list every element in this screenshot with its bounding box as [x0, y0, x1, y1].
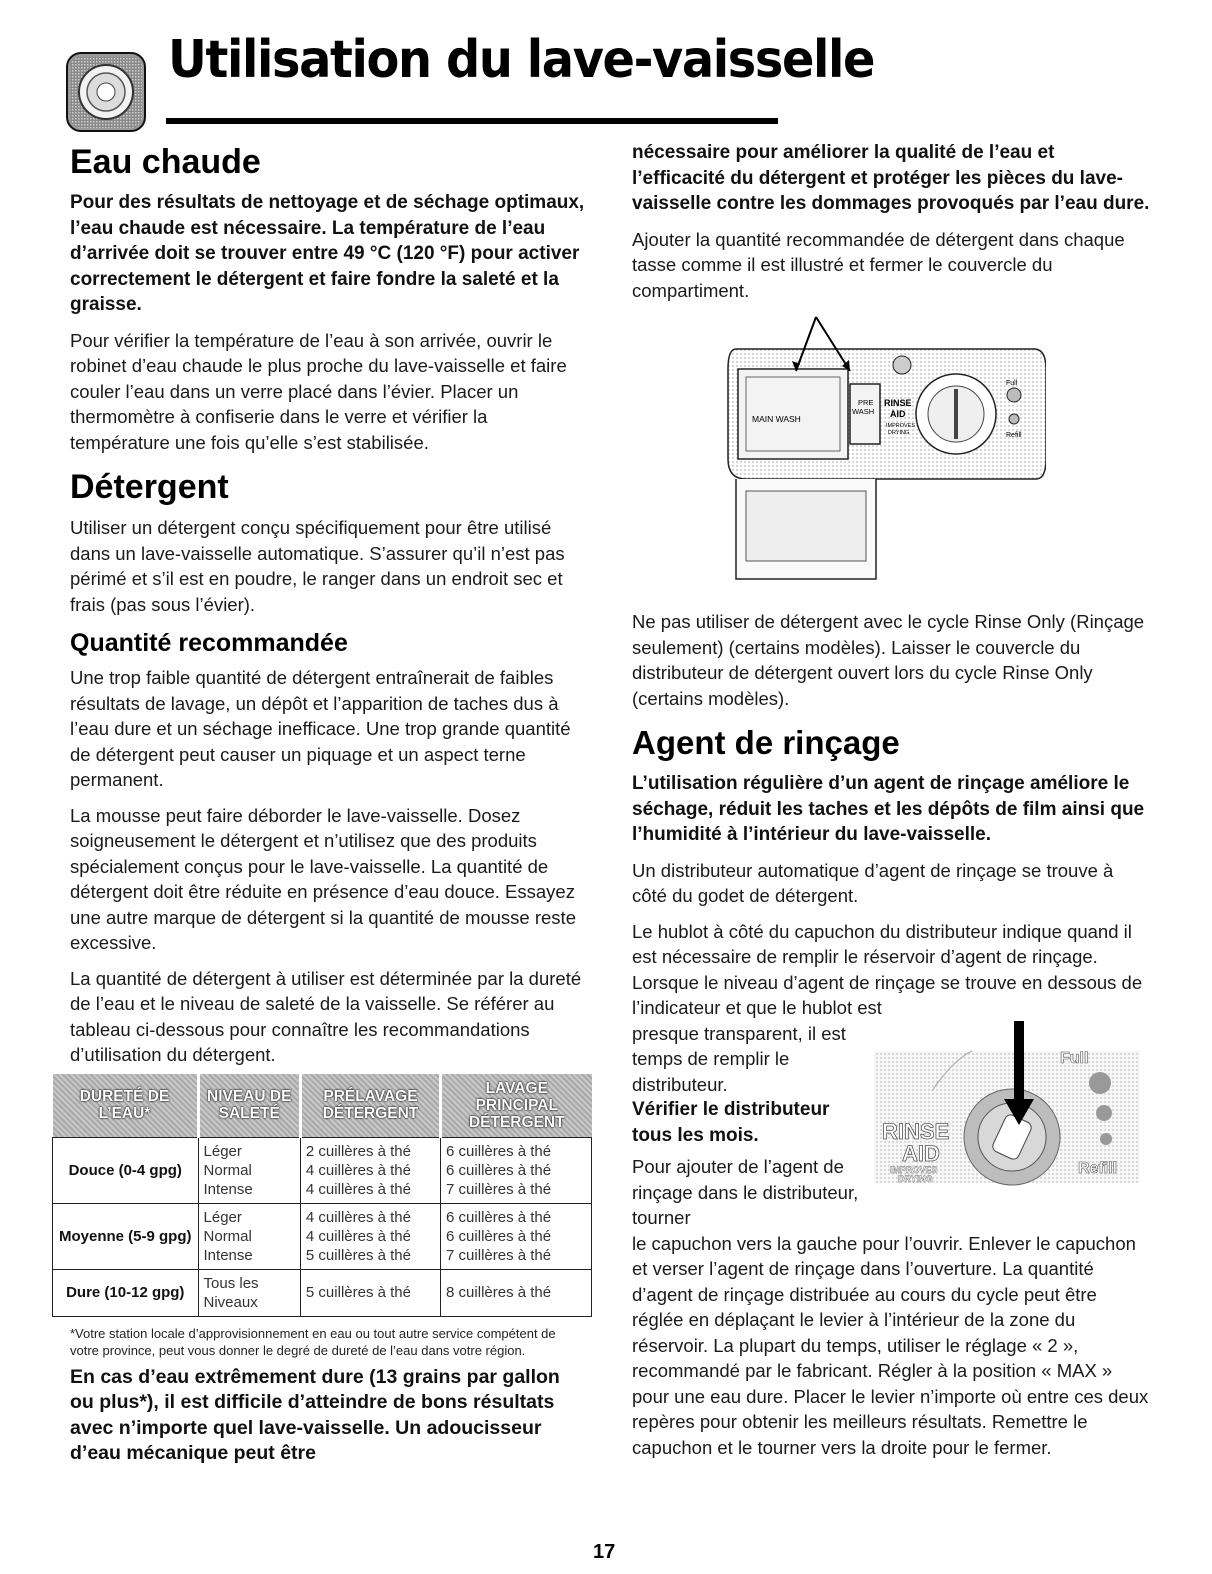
fig-improves: IMPROVES	[890, 1164, 938, 1175]
title-rule	[166, 118, 778, 124]
hardness-cell: Douce (0-4 gpg)	[53, 1137, 199, 1203]
label-drying: DRYING	[888, 430, 910, 436]
table-row	[53, 1137, 592, 1203]
heading-quantite: Quantité recommandée	[70, 629, 348, 657]
prewash-cell: 5 cuillères à thé	[300, 1269, 440, 1316]
fig-full: Full	[1060, 1049, 1089, 1067]
label-improves: IMPROVES	[886, 423, 916, 429]
right-column	[632, 140, 1152, 1470]
label-full: Full	[1006, 380, 1018, 387]
table-header: DURETÉ DE L’EAU*	[53, 1074, 199, 1138]
heading-agent-rincage: Agent de rinçage	[632, 724, 900, 761]
fig-aid: AID	[902, 1140, 940, 1166]
rincage-p2: Le hublot à côté du capuchon du distributeur indique quand il est nécessaire de remplir le réservoir d’agent de rinçage. Lorsque le niveau d’agent de rinçage se trouve en dessous de l’indicateur et que le hublot est	[632, 920, 1143, 1018]
label-aid: AID	[890, 409, 906, 419]
label-refill: Refill	[1006, 432, 1022, 439]
label-rinse: RINSE	[884, 398, 912, 408]
table-header-row	[53, 1074, 592, 1138]
rincage-p1: Un distributeur automatique d’agent de rinçage se trouve à côté du godet de détergent.	[632, 859, 1114, 906]
label-wash: WASH	[852, 407, 875, 416]
quantite-p3: La quantité de détergent à utiliser est déterminée par la dureté de l’eau et le niveau de saleté de la vaisselle. Se référer au tableau ci-dessous pour connaître les recommandations d’utilisation du détergent.	[70, 967, 582, 1065]
soil-cell: Tous les Niveaux	[198, 1269, 300, 1316]
page-title: Utilisation du lave-vaisselle	[168, 30, 875, 90]
mainwash-cell: 8 cuillères à thé	[441, 1269, 592, 1316]
detergent-body: Utiliser un détergent conçu spécifiquement pour être utilisé dans un lave-vaisselle automatique. S’assurer qu’il n’est pas périmé et s’il est en poudre, le ranger dans un endroit sec et frais (pas sous l’évier).	[70, 517, 565, 615]
prewash-cell: 2 cuillères à thé 4 cuillères à thé 4 cuillères à thé	[300, 1137, 440, 1203]
prewash-cell: 4 cuillères à thé 4 cuillères à thé 5 cuillères à thé	[300, 1203, 440, 1269]
add-detergent-text: Ajouter la quantité recommandée de détergent dans chaque tasse comme il est illustré et fermer le couvercle du compartiment.	[632, 228, 1125, 301]
fig-rinse: RINSE	[882, 1118, 950, 1144]
rinse-aid-block	[632, 1021, 1152, 1461]
page-number: 17	[593, 1541, 616, 1563]
hard-water-note: En cas d’eau extrêmement dure (13 grains par gallon ou plus*), il est difficile d’atteindre de bons résultats avec n’importe quel lave-vaisselle. Un adoucisseur d’eau mécanique peut être	[70, 1365, 560, 1464]
hard-water-note-cont: nécessaire pour améliorer la qualité de l’eau et l’efficacité du détergent et protéger les pièces du lave-vaisselle contre les dommages provoqués par l’eau dure.	[632, 142, 1150, 214]
detergent-table	[52, 1074, 592, 1317]
rincage-p2b: presque transparent, il est temps de remplir le distributeur.	[632, 1022, 846, 1095]
table-row	[53, 1269, 592, 1316]
rinse-only-text: Ne pas utiliser de détergent avec le cycle Rinse Only (Rinçage seulement) (certains modèles). Laisser le couvercle du distributeur de détergent ouvert lors du cycle Rinse Only (certains modèles).	[632, 611, 1145, 709]
mainwash-cell: 6 cuillères à thé 6 cuillères à thé 7 cuillères à thé	[441, 1137, 592, 1203]
rinse-aid-illustration	[872, 1021, 1142, 1186]
label-main-wash: MAIN WASH	[752, 414, 801, 424]
soil-cell: Léger Normal Intense	[198, 1203, 300, 1269]
hardness-cell: Moyenne (5-9 gpg)	[53, 1203, 199, 1269]
table-header: PRÉLAVAGE DÉTERGENT	[300, 1074, 440, 1138]
table-header: NIVEAU DE SALETÉ	[198, 1074, 300, 1138]
heading-detergent: Détergent	[70, 468, 229, 506]
table-header: LAVAGE PRINCIPAL DÉTERGENT	[441, 1074, 592, 1138]
table-row	[53, 1203, 592, 1269]
quantite-p2: La mousse peut faire déborder le lave-vaisselle. Dosez soigneusement le détergent et n’utilisez que des produits spécialement conçus pour le lave-vaisselle. La quantité de détergent doit être réduite en présence d’eau douce. Essayez une autre marque de détergent si la quantité de mousse reste excessive.	[70, 804, 576, 953]
fig-refill: Refill	[1078, 1159, 1118, 1177]
rincage-check-monthly: Vérifier le distributeur tous les mois.	[632, 1099, 830, 1146]
detergent-dispenser-illustration	[716, 309, 1046, 589]
footnote: *Votre station locale d’approvisionnement en eau ou tout autre service compétent de votre province, peut vous donner le degré de dureté de l’eau dans votre région.	[70, 1325, 556, 1358]
left-column	[59, 140, 585, 1477]
label-pre: PRE	[858, 398, 874, 407]
mainwash-cell: 6 cuillères à thé 6 cuillères à thé 7 cuillères à thé	[441, 1203, 592, 1269]
dishwasher-dial-icon	[66, 52, 146, 132]
eau-chaude-body: Pour vérifier la température de l’eau à son arrivée, ouvrir le robinet d’eau chaude le plus proche du lave-vaisselle et faire couler l’eau dans un verre placé dans l’évier. Placer un thermomètre à confiserie dans le verre et vérifier la température une fois qu’elle s’est stabilisée.	[70, 329, 567, 453]
soil-cell: Léger Normal Intense	[198, 1137, 300, 1203]
eau-chaude-lead: Pour des résultats de nettoyage et de séchage optimaux, l’eau chaude est nécessaire. La température de l’eau d’arrivée doit se trouver entre 49 °C (120 °F) pour activer correctement le détergent et faire fondre la saleté et la graisse.	[70, 192, 585, 315]
heading-eau-chaude: Eau chaude	[70, 143, 261, 181]
rincage-p3-start: Pour ajouter de l’agent de rinçage dans le distributeur, tourner	[632, 1156, 859, 1228]
rincage-lead: L’utilisation régulière d’un agent de rinçage améliore le séchage, réduit les taches et les dépôts de film ainsi que l’humidité à l’intérieur du lave-vaisselle.	[632, 773, 1145, 845]
rincage-p3-rest: le capuchon vers la gauche pour l’ouvrir. Enlever le capuchon et verser l’agent de rinçage dans l’ouverture. La quantité d’agent de rinçage distribuée au cours du cycle peut être réglée en déplaçant le levier à l’intérieur de la zone du réservoir. La plupart du temps, utiliser le réglage « 2 », recommandé par le fabricant. Régler à la position « MAX » pour une eau dure. Placer le levier n’importe où entre ces deux repères pour obtenir les meilleurs résultats. Remettre le capuchon et le tourner vers la droite pour le fermer.	[632, 1232, 1149, 1458]
hardness-cell: Dure (10-12 gpg)	[53, 1269, 199, 1316]
fig-drying: DRYING	[898, 1173, 933, 1184]
quantite-p1: Une trop faible quantité de détergent entraînerait de faibles résultats de lavage, un dépôt et l’apparition de taches dus à l’eau dure et un séchage inefficace. Une trop grande quantité de détergent peut causer un piquage et un aspect terne permanent.	[70, 667, 571, 790]
